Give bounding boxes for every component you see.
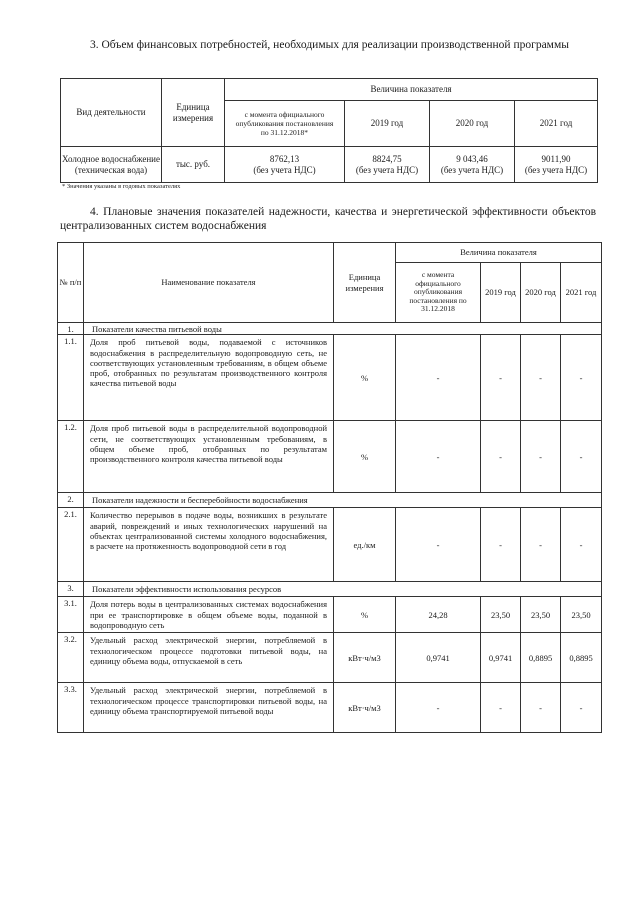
indicator-name: Доля потерь воды в централизованных системах водоснабжения при ее транспортировке в общем объеме воды, поданной в водопроводную сеть xyxy=(84,597,334,633)
table-row xyxy=(58,508,602,582)
cell-2019: - xyxy=(481,508,521,582)
cell-since: 8762,13 (без учета НДС) xyxy=(225,147,345,183)
row-number: 3.3. xyxy=(58,683,84,733)
cell-2020: - xyxy=(521,421,561,493)
row-number: 3.2. xyxy=(58,633,84,683)
row-number: 3.1. xyxy=(58,597,84,633)
header-value: Величина показателя xyxy=(396,243,602,263)
table-row xyxy=(58,421,602,493)
cell-unit: тыс. руб. xyxy=(162,147,225,183)
table-row xyxy=(61,147,598,183)
section-4-heading: 4. Плановые значения показателей надежности, качества и энергетической эффективности объектов централизованных систем водоснабжения xyxy=(60,206,596,232)
table-row xyxy=(58,683,602,733)
cell-2020: 0,8895 xyxy=(521,633,561,683)
financial-needs-table xyxy=(60,78,598,183)
row-number: 3. xyxy=(58,582,84,597)
row-number: 1.2. xyxy=(58,421,84,493)
header-2021: 2021 год xyxy=(561,263,602,323)
cell-since: - xyxy=(396,508,481,582)
section-row xyxy=(58,323,602,335)
row-number: 1. xyxy=(58,323,84,335)
section-row xyxy=(58,582,602,597)
cell-2020: 9 043,46 (без учета НДС) xyxy=(430,147,515,183)
cell-2019: - xyxy=(481,335,521,421)
cell-2020: 23,50 xyxy=(521,597,561,633)
header-unit: Единица измерения xyxy=(334,243,396,323)
indicator-name: Количество перерывов в подаче воды, возникших в результате аварий, повреждений и иных технологических нарушений на объектах централизованной системы холодного водоснабжения, в расчете на протяженность водопроводной сети в год xyxy=(84,508,334,582)
cell-since: 24,28 xyxy=(396,597,481,633)
cell-since: - xyxy=(396,683,481,733)
cell-since: - xyxy=(396,335,481,421)
table-row xyxy=(58,335,602,421)
indicator-name: Доля проб питьевой воды, подаваемой с источников водоснабжения в распределительную водопроводную сеть, не соответствующих установленным требованиям, в общем объеме проб, отобранных по результатам производственного контроля качества питьевой воды xyxy=(84,335,334,421)
section-name: Показатели качества питьевой воды xyxy=(84,323,602,335)
cell-2019: 0,9741 xyxy=(481,633,521,683)
row-number: 2. xyxy=(58,493,84,508)
section-row xyxy=(58,493,602,508)
cell-activity: Холодное водоснабжение (техническая вода) xyxy=(61,147,162,183)
indicator-name: Удельный расход электрической энергии, потребляемой в технологическом процессе транспортировки питьевой воды, на единицу объема транспортируемой питьевой воды xyxy=(84,683,334,733)
cell-2021: - xyxy=(561,683,602,733)
cell-2020: - xyxy=(521,335,561,421)
cell-2021: - xyxy=(561,508,602,582)
header-since: с момента официального опубликования постановления по 31.12.2018* xyxy=(225,101,345,147)
cell-2019: 8824,75 (без учета НДС) xyxy=(345,147,430,183)
row-number: 1.1. xyxy=(58,335,84,421)
cell-2019: - xyxy=(481,421,521,493)
cell-2020: - xyxy=(521,683,561,733)
cell-unit: ед./км xyxy=(334,508,396,582)
header-2019: 2019 год xyxy=(345,101,430,147)
header-2020: 2020 год xyxy=(430,101,515,147)
cell-2021: 23,50 xyxy=(561,597,602,633)
cell-unit: % xyxy=(334,421,396,493)
cell-2021: 9011,90 (без учета НДС) xyxy=(515,147,598,183)
header-value: Величина показателя xyxy=(225,79,598,101)
header-2019: 2019 год xyxy=(481,263,521,323)
cell-since: - xyxy=(396,421,481,493)
indicator-name: Доля проб питьевой воды в распределительной водопроводной сети, не соответствующих установленным требованиям, в общем объеме проб, отобранных по результатам производственного контроля качества питьевой воды xyxy=(84,421,334,493)
header-2020: 2020 год xyxy=(521,263,561,323)
row-number: 2.1. xyxy=(58,508,84,582)
cell-2021: - xyxy=(561,421,602,493)
table-row xyxy=(58,633,602,683)
header-no: № п/п xyxy=(58,243,84,323)
indicators-table xyxy=(57,242,602,733)
cell-unit: % xyxy=(334,597,396,633)
footnote: * Значения указаны в годовых показателях xyxy=(62,183,181,190)
cell-2021: 0,8895 xyxy=(561,633,602,683)
header-name: Наименование показателя xyxy=(84,243,334,323)
indicator-name: Удельный расход электрической энергии, потребляемой в технологическом процессе подготовки питьевой воды, на единицу объема воды, отпускаемой в сеть xyxy=(84,633,334,683)
section-name: Показатели эффективности использования ресурсов xyxy=(84,582,602,597)
header-unit: Единица измерения xyxy=(162,79,225,147)
cell-unit: кВт·ч/м3 xyxy=(334,683,396,733)
section-3-heading: 3. Объем финансовых потребностей, необходимых для реализации производственной программы xyxy=(90,39,569,51)
section-name: Показатели надежности и бесперебойности водоснабжения xyxy=(84,493,602,508)
table-row xyxy=(58,597,602,633)
header-activity: Вид деятельности xyxy=(61,79,162,147)
header-since: с момента официального опубликования постановления по 31.12.2018 xyxy=(396,263,481,323)
cell-2019: - xyxy=(481,683,521,733)
cell-2021: - xyxy=(561,335,602,421)
header-2021: 2021 год xyxy=(515,101,598,147)
cell-2019: 23,50 xyxy=(481,597,521,633)
cell-2020: - xyxy=(521,508,561,582)
cell-since: 0,9741 xyxy=(396,633,481,683)
cell-unit: % xyxy=(334,335,396,421)
cell-unit: кВт·ч/м3 xyxy=(334,633,396,683)
